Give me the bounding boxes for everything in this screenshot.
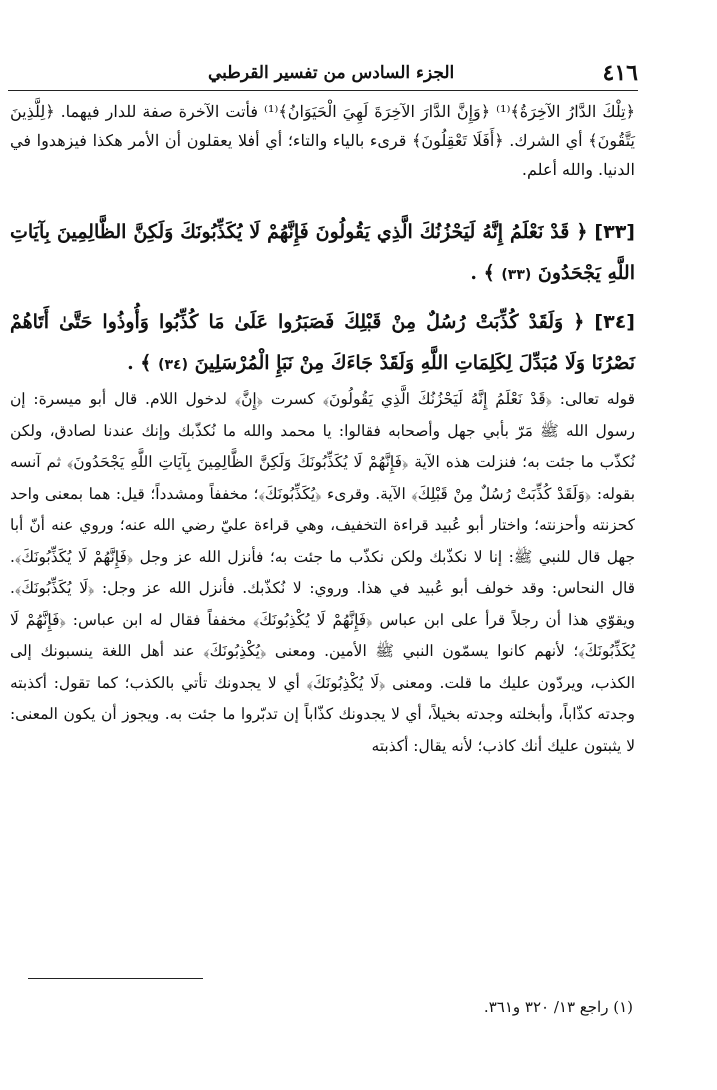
verse-closing: ﴾ . [470, 262, 495, 284]
verse-end-marker: (٣٣) [501, 267, 532, 283]
verse-33 [10, 212, 635, 296]
verse-number: [٣٤] [594, 311, 635, 333]
page-header [8, 58, 638, 88]
commentary-paragraph: قوله تعالى: ﴿قَدْ نَعْلَمُ إِنَّهُ لَيَحْزُنُكَ الَّذِي يَقُولُونَ﴾ كسرت ﴿إِنَّ﴾ لدخول اللام. قال أبو ميسرة: إن رسول الله ﷺ مَرّ بأبي جهل وأصحابه فقالوا: يا محمد والله ما نُكذّبك وإنك عندنا لصادق، ولكن نُكذّب ما جئت به؛ فنزلت هذه الآية ﴿فَإِنَّهُمْ لَا يُكَذِّبُونَكَ وَلَكِنَّ الظَّالِمِينَ بِآيَاتِ اللَّهِ يَجْحَدُونَ﴾ ثم آنسه بقوله: ﴿وَلَقَدْ كُذِّبَتْ رُسُلٌ مِنْ قَبْلِكَ﴾ الآية. وقرىء ﴿يُكَذِّبُونَكَ﴾؛ مخففاً ومشدداً؛ قيل: هما بمعنى واحد كحزنته وأحزنته؛ واختار أبو عُبيد قراءة التخفيف، وهي قراءة عليّ رضي الله عنه؛ وروي عنه أنّ أبا جهل قال للنبي ﷺ: إنا لا نكذّبك ولكن نكذّب ما جئت به؛ فأنزل الله عز وجل ﴿فَإِنَّهُمْ لَا يُكَذِّبُونَكَ﴾. قال النحاس: وقد خولف أبو عُبيد في هذا. وروي: لا نُكذّبك. فأنزل الله عز وجل: ﴿لَا يُكَذِّبُونَكَ﴾. ويقوّي هذا أن رجلاً قرأ على ابن عباس ﴿فَإِنَّهُمْ لَا يُكْذِبُونَكَ﴾ مخففاً فقال له ابن عباس: ﴿فَإِنَّهُمْ لَا يُكَذِّبُونَكَ﴾؛ لأنهم كانوا يسمّون النبي ﷺ الأمين. ومعنى ﴿يُكْذِبُونَكَ﴾ عند أهل اللغة ينسبونك إلى الكذب، ويردّون عليك ما قلت. ومعنى ﴿لَا يُكْذِبُونَكَ﴾ أي لا يجدونك تأتي بالكذب؛ كما تقول: أكذبته وجدته كذّاباً، وأبخلته وجدته بخيلاً، أي لا يجدونك كذّاباً إن تدبّروا ما جئت به. ويجوز أن يكون المعنى: لا يثبتون عليك أنك كاذب؛ لأنه يقال: أكذبته [10, 390, 635, 755]
verse-end-marker: (٣٤) [158, 357, 188, 373]
verse-number: [٣٣] [594, 221, 635, 243]
intro-paragraph: ﴿تِلْكَ الدَّارُ الآخِرَةُ﴾⁽¹⁾ ﴿وَإِنَّ الدَّارَ الآخِرَةَ لَهِيَ الْحَيَوَانُ﴾⁽¹⁾ فأتت الآخرة صفة للدار فيهما. ﴿لِلَّذِينَ يَتَّقُونَ﴾ أي الشرك. ﴿أَفَلَا تَعْقِلُونَ﴾ قرىء بالياء والتاء؛ أي أفلا يعقلون أن الأمر هكذا فيزهدوا في الدنيا. والله أعلم. [10, 102, 635, 179]
footnote: (١) راجع ١٣/ ٣٢٠ و٣٦١. [483, 998, 633, 1016]
verse-text: ﴿ وَلَقَدْ كُذِّبَتْ رُسُلٌ مِنْ قَبْلِكَ فَصَبَرُوا عَلَىٰ مَا كُذِّبُوا وَأُوذُوا حَتَّىٰ أَتَاهُمْ نَصْرُنَا وَلَا مُبَدِّلَ لِكَلِمَاتِ اللَّهِ وَلَقَدْ جَاءَكَ مِنْ نَبَإِ الْمُرْسَلِينَ [10, 311, 635, 374]
verse-closing: ﴾ . [127, 352, 152, 374]
page-number: ٤١٦ [602, 60, 638, 86]
footnote-divider [28, 978, 203, 979]
running-title: الجزء السادس من تفسير القرطبي [208, 63, 455, 83]
verse-text: ﴿ قَدْ نَعْلَمُ إِنَّهُ لَيَحْزُنُكَ الَّذِي يَقُولُونَ فَإِنَّهُمْ لَا يُكَذِّبُونَكَ وَلَكِنَّ الظَّالِمِينَ بِآيَاتِ اللَّهِ يَجْحَدُونَ [10, 221, 635, 284]
verse-34 [10, 302, 635, 386]
header-divider [8, 90, 638, 91]
